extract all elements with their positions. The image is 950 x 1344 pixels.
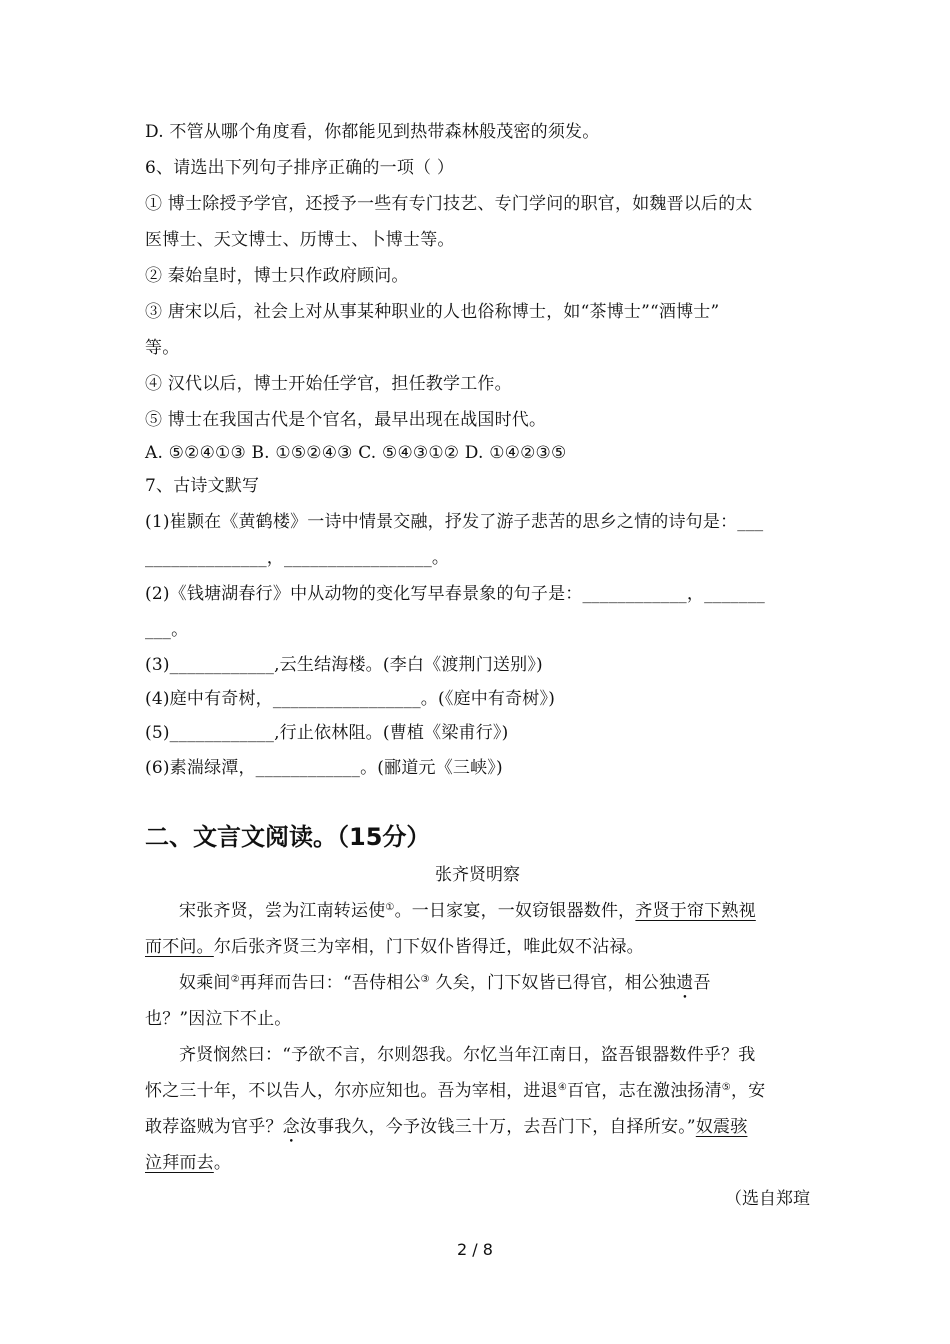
question-7: 7、古诗文默写 bbox=[145, 476, 260, 496]
underlined-phrase-cont: 泣拜而去 bbox=[145, 1153, 214, 1173]
passage-p1-line2: 而不问。尔后张齐贤三为宰相，门下奴仆皆得迁，唯此奴不沾禄。 bbox=[145, 937, 644, 957]
poem-item-2-part1: (2)《钱塘湖春行》中从动物的变化写早春景象的句子是：____________，_______ bbox=[145, 584, 765, 604]
emphasis-char: 遗 bbox=[676, 973, 694, 993]
passage-source: （选自郑瑄 bbox=[725, 1189, 810, 1209]
sentence-3-part2: 等。 bbox=[145, 338, 180, 358]
poem-item-3: (3)____________,云生结海楼。(李白《渡荆门送别》) bbox=[145, 655, 543, 675]
answer-options: A. ⑤②④①③ B. ①⑤②④③ C. ⑤④③①② D. ①④②③⑤ bbox=[145, 443, 567, 463]
page-number: 2 / 8 bbox=[457, 1240, 493, 1259]
sentence-1-part2: 医博士、天文博士、历博士、卜博士等。 bbox=[145, 230, 455, 250]
option-d-line: D. 不管从哪个角度看，你都能见到热带森林般茂密的须发。 bbox=[145, 122, 600, 142]
poem-item-2-part2: ___。 bbox=[145, 620, 189, 640]
passage-p3-line3: 敢荐盗贼为官乎？念汝事我久，今予汝钱三十万，去吾门下，自择所安。”奴震骇 bbox=[145, 1117, 748, 1137]
poem-item-6: (6)素湍绿潭，____________。(郦道元《三峡》) bbox=[145, 758, 503, 778]
passage-title: 张齐贤明察 bbox=[435, 865, 520, 885]
sentence-1-part1: ① 博士除授予学官，还授予一些有专门技艺、专门学问的职官，如魏晋以后的太 bbox=[145, 194, 753, 214]
poem-item-1-part1: (1)崔颢在《黄鹤楼》一诗中情景交融，抒发了游子悲苦的思乡之情的诗句是：___ bbox=[145, 512, 764, 532]
question-6: 6、请选出下列句子排序正确的一项（ ） bbox=[145, 158, 455, 178]
sentence-3-part1: ③ 唐宋以后，社会上对从事某种职业的人也俗称博士，如“茶博士”“酒博士” bbox=[145, 302, 720, 322]
passage-p3-line2: 怀之三十年，不以告人，尔亦应知也。吾为宰相，进退④百官，志在激浊扬清⑤，安 bbox=[145, 1081, 766, 1101]
sentence-5: ⑤ 博士在我国古代是个官名，最早出现在战国时代。 bbox=[145, 410, 547, 430]
section-heading: 二、文言文阅读。（15分） bbox=[145, 823, 431, 851]
passage-p1-line1: 宋张齐贤，尝为江南转运使①。一日家宴，一奴窃银器数件，齐贤于帘下熟视 bbox=[179, 901, 756, 921]
sentence-2: ② 秦始皇时，博士只作政府顾问。 bbox=[145, 266, 409, 286]
underlined-phrase: 齐贤于帘下熟视 bbox=[635, 901, 756, 921]
passage-p2-line2: 也？”因泣下不止。 bbox=[145, 1009, 292, 1029]
sentence-4: ④ 汉代以后，博士开始任学官，担任教学工作。 bbox=[145, 374, 512, 394]
passage-p3-line1: 齐贤悯然曰：“予欲不言，尔则怨我。尔忆当年江南日，盗吾银器数件乎？我 bbox=[179, 1045, 756, 1065]
passage-p3-line4: 泣拜而去。 bbox=[145, 1153, 232, 1173]
passage-p2-line1: 奴乘间②再拜而告曰：“吾侍相公③ 久矣，门下奴皆已得官，相公独遗吾 bbox=[179, 973, 711, 993]
poem-item-1-part2: ______________，_________________。 bbox=[145, 548, 450, 568]
poem-item-5: (5)____________,行止依林阻。(曹植《梁甫行》) bbox=[145, 723, 509, 743]
emphasis-char: 念 bbox=[282, 1117, 300, 1137]
underlined-phrase-cont: 而不问。 bbox=[145, 937, 214, 957]
poem-item-4: (4)庭中有奇树，_________________。(《庭中有奇树》) bbox=[145, 689, 556, 709]
underlined-phrase: 奴震骇 bbox=[695, 1117, 748, 1137]
